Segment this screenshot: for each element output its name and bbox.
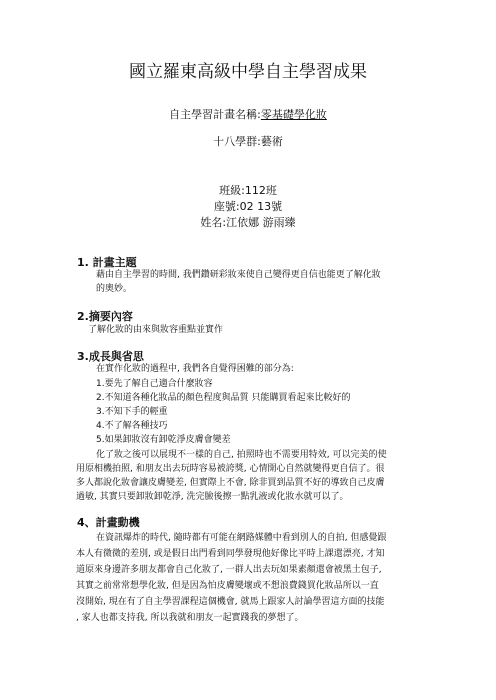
section-4-line-2: 本人有微微的差別, 或是假日出門看到同學發現他好像比平時上課還漂亮, 才知 <box>76 549 385 559</box>
document-title: 國立羅東高級中學自主學習成果 <box>129 62 367 82</box>
name-value: 江依娜 游雨臻 <box>226 216 296 229</box>
plan-name-value: 零基礎學化妝 <box>260 108 327 121</box>
name-line <box>0 215 496 231</box>
class-label: 班級: <box>219 184 245 197</box>
section-4-heading: 4、計畫動機 <box>77 516 140 529</box>
seat-value: 02 13號 <box>239 200 283 213</box>
plan-name-line <box>0 107 496 123</box>
section-3-heading: 3.成長與省思 <box>77 350 144 363</box>
class-value: 112班 <box>244 184 277 197</box>
section-4-line-1: 在資訊爆炸的時代, 隨時都有可能在網路媒體中看到別人的自拍, 但感覺跟 <box>96 533 387 543</box>
section-1-heading: 1. 計畫主題 <box>77 256 137 269</box>
class-line <box>0 183 496 199</box>
group-label: 十八學群: <box>213 135 261 148</box>
section-3-para-line-2: 用原相機拍照, 和朋友出去玩時容易被誇獎, 心情開心自然就變得更自信了。很 <box>76 464 385 474</box>
seat-label: 座號: <box>213 200 240 213</box>
section-2-line-1: 了解化妝的由來與妝容重點並實作 <box>88 325 224 335</box>
group-line <box>0 134 496 150</box>
seat-line <box>0 199 496 215</box>
section-2-heading: 2.摘要內容 <box>77 310 133 323</box>
section-4-line-6: , 家人也都支持我, 所以我就和朋友一起實踐我的夢想了。 <box>76 613 304 623</box>
section-4-line-3: 道原來身邊許多朋友都會自己化妝了, 一群人出去玩如果素顏還會被黑土包子, <box>76 565 382 575</box>
plan-name-label: 自主學習計畫名稱: <box>169 108 261 121</box>
name-label: 姓名: <box>200 216 227 229</box>
section-1-line-2: 的奧妙。 <box>96 284 133 294</box>
section-3-item-3: 3.不知下手的輕重 <box>96 407 168 417</box>
section-3-item-5: 5.如果卸妝沒有卸乾淨皮膚會變差 <box>96 435 231 445</box>
section-3-para-line-3: 多人都說化妝會讓皮膚變差, 但實際上不會, 除非買到品質不好的導致自己皮膚 <box>76 478 385 488</box>
section-3-para-line-4: 過敏, 其實只要卸妝卸乾淨, 洗完臉後擦一點乳液或化妝水就可以了。 <box>76 492 349 502</box>
section-3-item-1: 1.要先了解自己適合什麼妝容 <box>96 379 213 389</box>
section-1-line-1: 藉由自主學習的時間, 我們鑽研彩妝來使自己變得更自信也能更了解化妝 <box>96 270 381 280</box>
section-3-item-4: 4.不了解各種技巧 <box>96 421 168 431</box>
section-3-item-2: 2.不知道各種化妝品的顏色程度與品質 只能購買看起來比較好的 <box>96 393 351 403</box>
group-value: 藝術 <box>260 135 283 148</box>
section-4-line-5: 沒開始, 現在有了自主學習課程這個機會, 就馬上跟家人討論學習這方面的技能 <box>76 597 385 607</box>
section-3-para-line-1: 化了妝之後可以展現不一樣的自己, 拍照時也不需要用特效, 可以完美的使 <box>96 450 387 460</box>
section-4-line-4: 其實之前常常想學化妝, 但是因為怕皮膚變壞或不想浪費錢買化妝品所以一直 <box>76 581 379 591</box>
section-3-intro: 在實作化妝的過程中, 我們各自覺得困難的部分為: <box>96 364 294 374</box>
